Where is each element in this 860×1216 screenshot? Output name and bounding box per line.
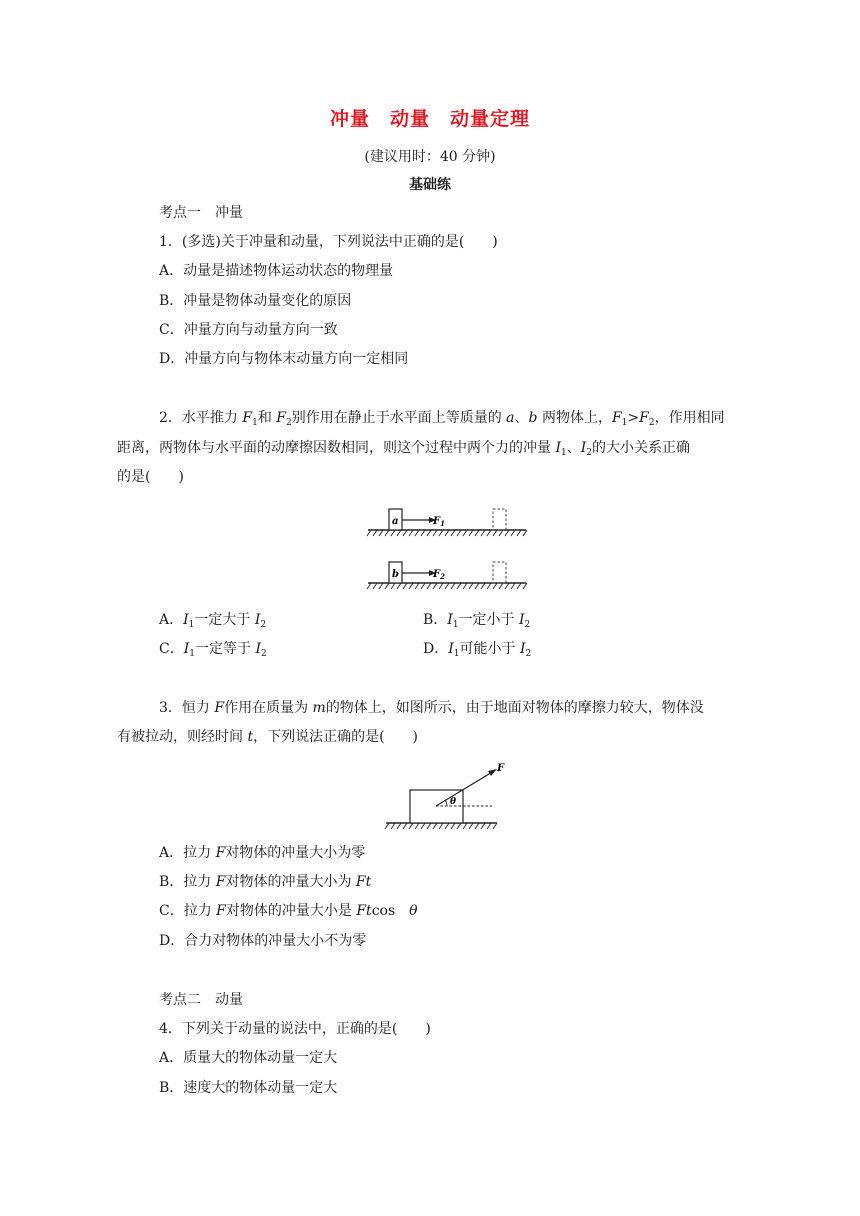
q1-option-d: D．冲量方向与物体末动量方向一定相同 [159, 351, 409, 367]
page-title: 冲量 动量 动量定理 [329, 108, 530, 130]
q2-stem-line1: 2．水平推力 $F_1$和 $F_2$别作用在静止于水平面上等质量的 a、b 两物体上，$F_1>F_2$，作用相同 [159, 410, 725, 428]
q3-option-a: A．拉力 F对物体的冲量大小为零 [159, 845, 366, 861]
q3-option-b: B．拉力 F对物体的冲量大小为 Ft [159, 874, 372, 890]
q1-option-c: C．冲量方向与动量方向一致 [159, 322, 338, 338]
fig-label-a: a [392, 516, 399, 527]
fig-force-label: F [497, 763, 505, 774]
q3-figure [384, 760, 504, 832]
q2-figure-a [365, 505, 530, 540]
q3-stem-line2: 有被拉动，则经时间 t，下列说法正确的是( ) [117, 729, 419, 745]
q3-option-d: D．合力对物体的冲量大小不为零 [159, 933, 367, 949]
q3-stem-line1: 3．恒力 F作用在质量为 m的物体上，如图所示，由于地面对物体的摩擦力较大，物体没 [159, 700, 704, 716]
q2-stem-line2: 距离，两物体与水平面的动摩擦因数相同，则这个过程中两个力的冲量 $I_1$、$I_2$的大小关系正确 [117, 440, 690, 458]
q4-option-b: B．速度大的物体动量一定大 [159, 1080, 338, 1096]
q1-stem: 1．(多选)关于冲量和动量，下列说法中正确的是( ) [159, 234, 498, 250]
q1-option-a: A．动量是描述物体运动状态的物理量 [159, 263, 394, 279]
q4-option-a: A．质量大的物体动量一定大 [159, 1050, 338, 1066]
suggested-time: (建议用时：40 分钟) [364, 149, 496, 165]
fig-angle-label: θ [450, 797, 457, 807]
q2-option-d: D．$I_1$可能小于 $I_2$ [423, 641, 532, 659]
q2-figure-b [365, 558, 530, 593]
q3-option-c: C．拉力 F对物体的冲量大小是 Ftcos θ [159, 903, 418, 919]
section-heading: 基础练 [409, 177, 451, 193]
q1-option-b: B．冲量是物体动量变化的原因 [159, 293, 352, 309]
q2-option-b: B．$I_1$一定小于 $I_2$ [423, 612, 531, 630]
svg-text:F1: $F_1$ [433, 516, 445, 528]
q2-option-a: A．$I_1$一定大于 $I_2$ [159, 612, 267, 630]
svg-text:F2: $F_2$ [433, 569, 445, 581]
q2-option-c: C．$I_1$一定等于 $I_2$ [159, 641, 267, 659]
fig-label-b: b [392, 569, 399, 580]
topic-heading-2: 考点二 动量 [159, 992, 243, 1008]
topic-heading-1: 考点一 冲量 [159, 205, 243, 221]
q2-stem-line3: 的是( ) [117, 469, 184, 485]
q4-stem: 4．下列关于动量的说法中，正确的是( ) [159, 1021, 431, 1037]
